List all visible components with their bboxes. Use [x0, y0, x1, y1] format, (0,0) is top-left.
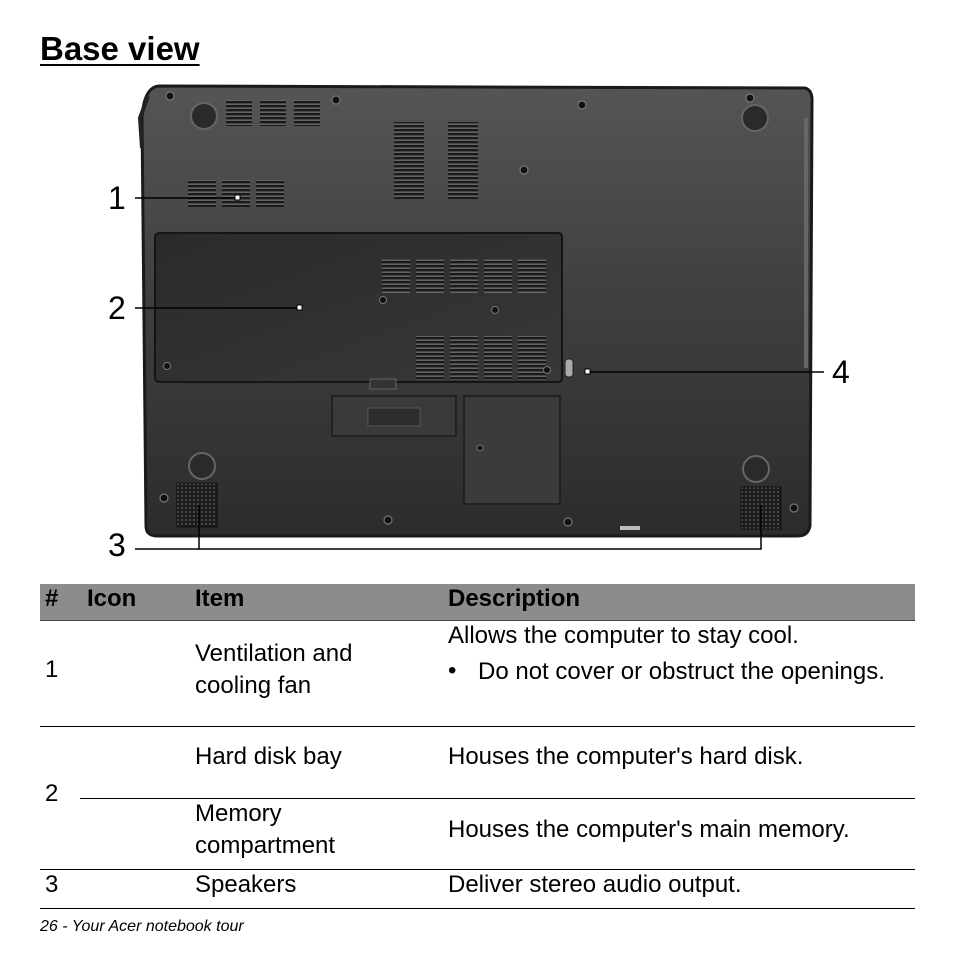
header-description: Description — [448, 585, 581, 612]
table-bottom-rule — [40, 908, 915, 909]
header-icon: Icon — [87, 585, 137, 612]
lock-slot — [565, 359, 573, 377]
callout-2: 2 — [108, 290, 126, 326]
row-divider — [40, 726, 915, 727]
item-name: Hard disk bay — [195, 743, 342, 770]
page-title: Base view — [40, 30, 200, 67]
item-description: Houses the computer's hard disk. — [448, 743, 804, 770]
item-name: Speakers — [195, 871, 297, 898]
callout-1: 1 — [108, 180, 126, 216]
bullet-point: • — [448, 657, 457, 684]
item-description: Deliver stereo audio output. — [448, 871, 742, 898]
speaker-grille-left — [177, 483, 217, 527]
callout-4: 4 — [832, 354, 850, 390]
laptop-base-illustration — [100, 78, 860, 568]
page-footer: 26 - Your Acer notebook tour — [40, 918, 244, 935]
item-name: Ventilation and cooling fan — [195, 640, 353, 699]
header-item: Item — [195, 585, 245, 612]
item-name: Memory compartment — [195, 800, 336, 859]
bullet-text: Do not cover or obstruct the openings. — [478, 658, 885, 685]
item-description: Houses the computer's main memory. — [448, 816, 850, 843]
row-number: 3 — [45, 871, 59, 898]
row-number: 1 — [45, 656, 59, 683]
callout-3: 3 — [108, 527, 126, 563]
table-header — [40, 584, 915, 621]
item-description: Allows the computer to stay cool. — [448, 622, 799, 649]
header-num: # — [45, 585, 59, 612]
row-number: 2 — [45, 780, 59, 807]
